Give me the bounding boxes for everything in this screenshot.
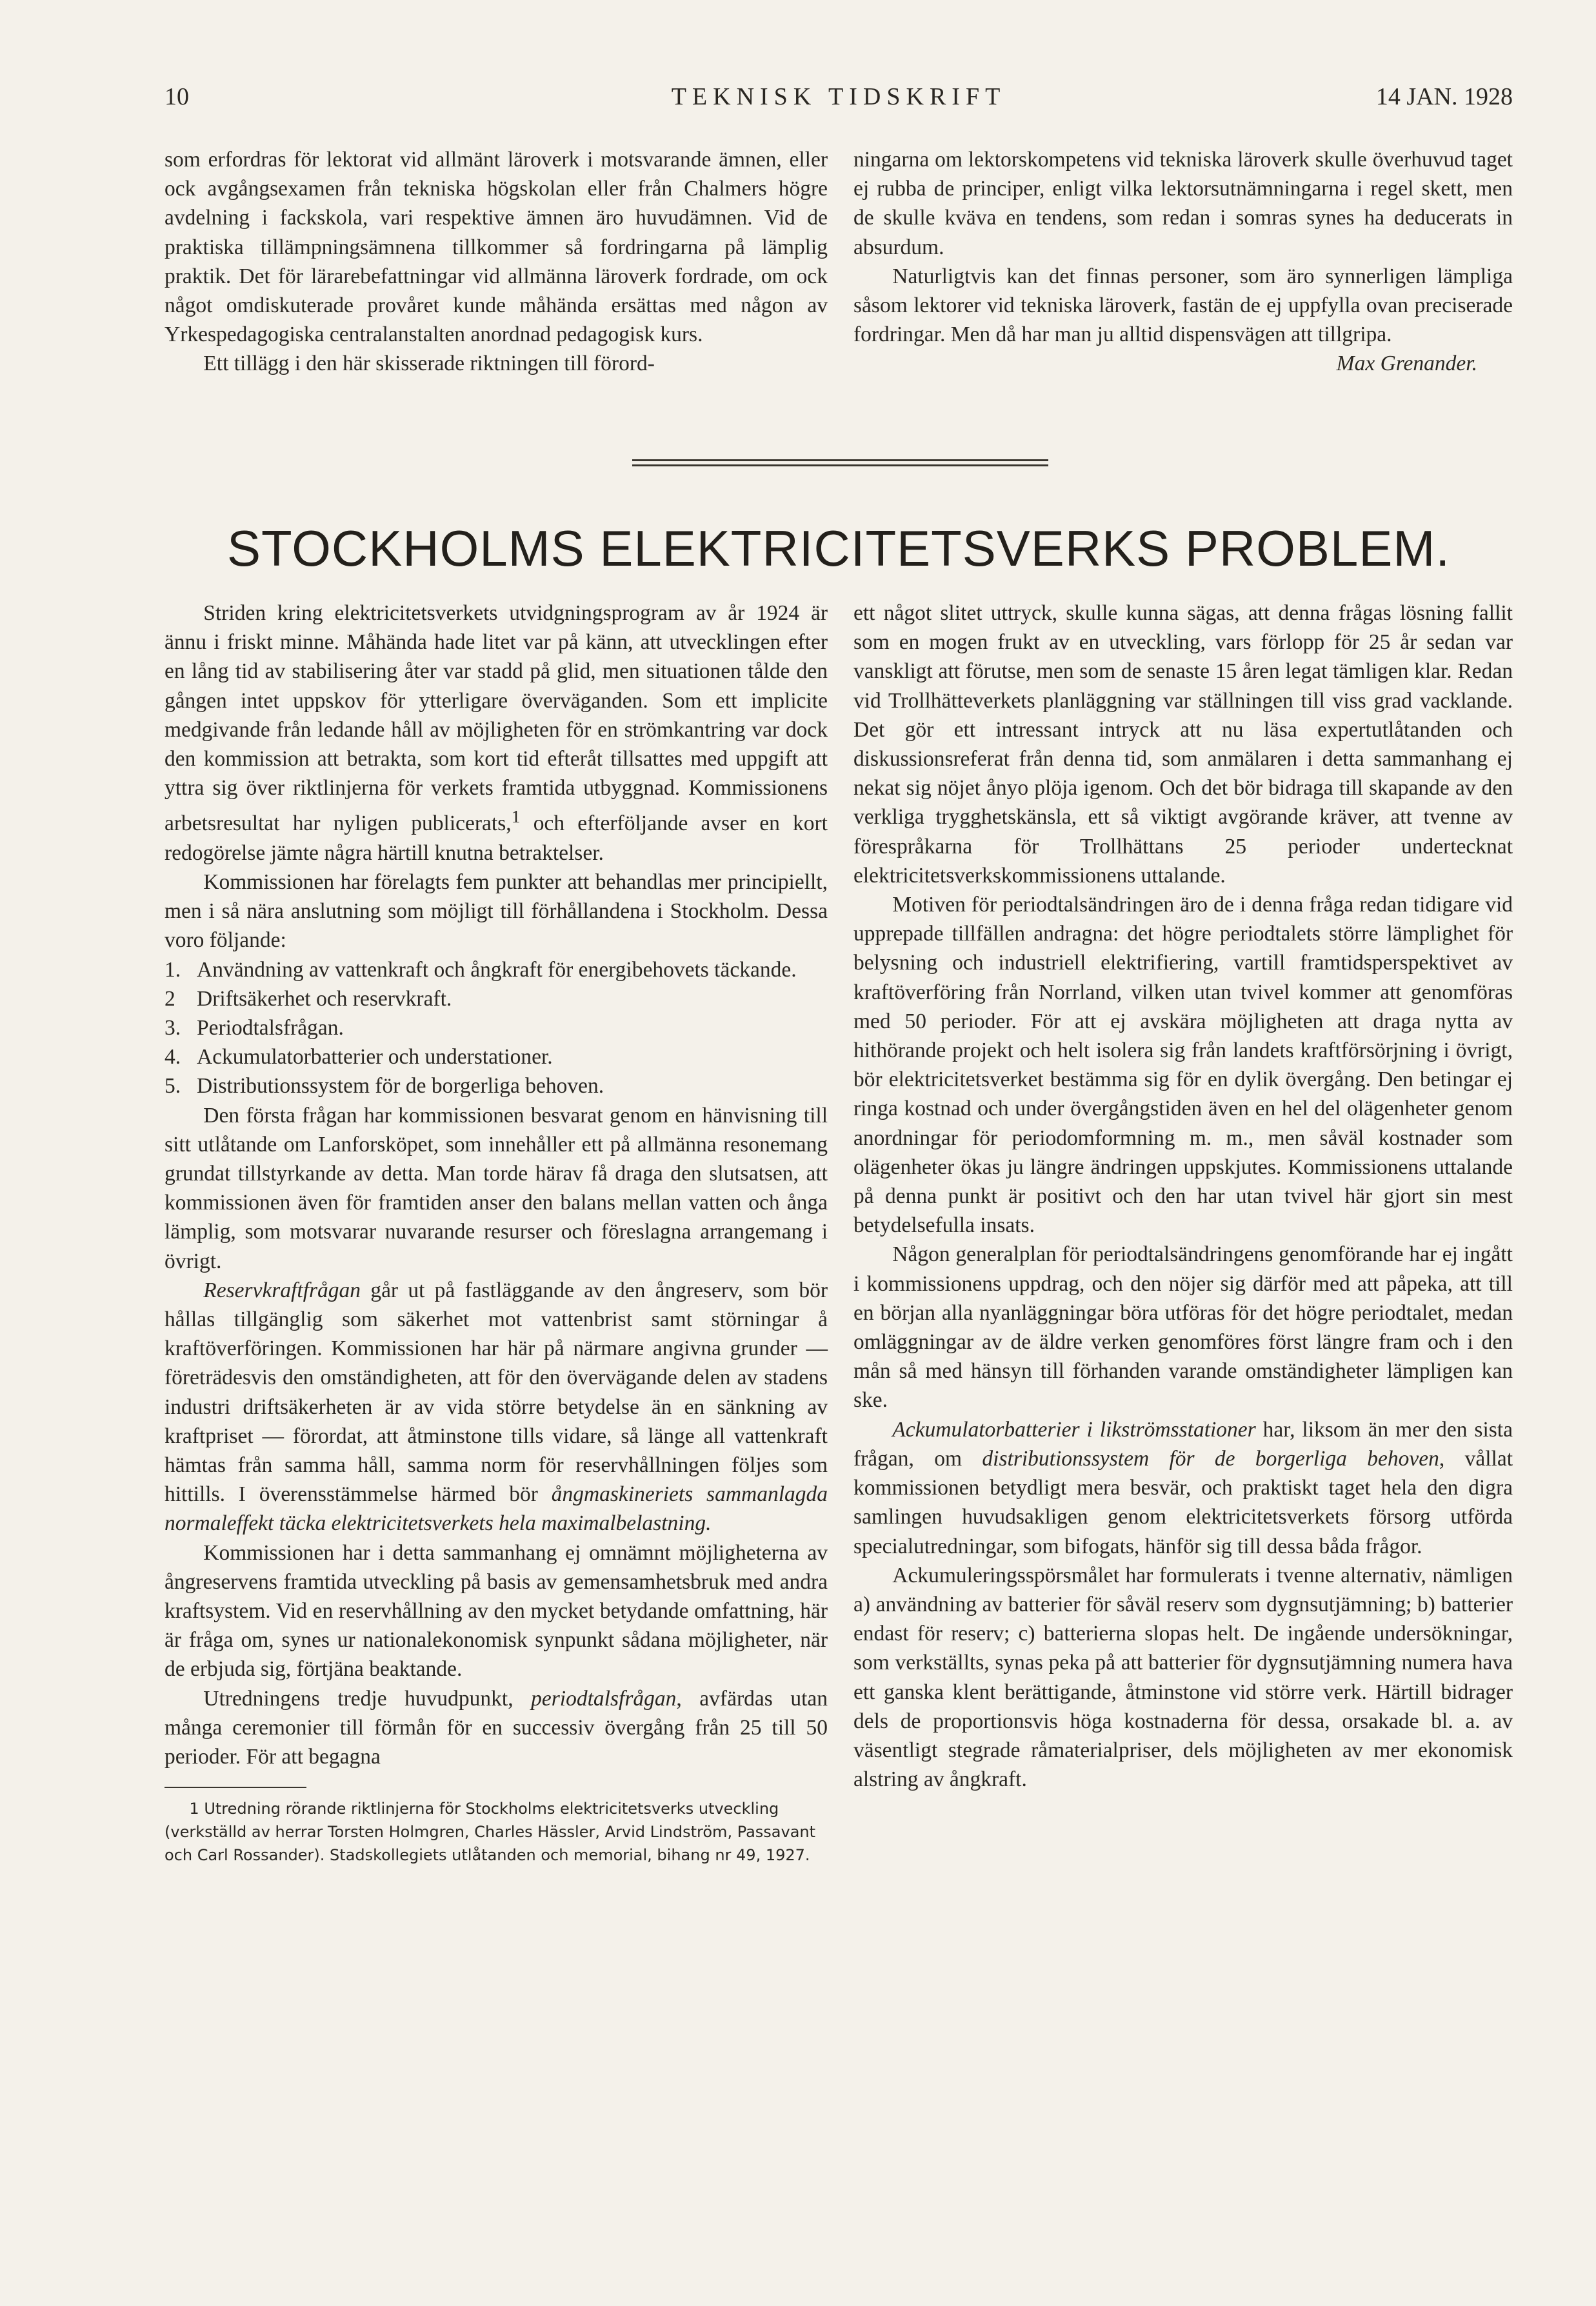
list-number: 5. (165, 1074, 181, 1098)
paragraph (853, 1415, 1513, 1561)
journal-title: TEKNISK TIDSKRIFT (671, 83, 1006, 110)
footnote-rule (165, 1787, 306, 1788)
list-number: 3. (165, 1016, 181, 1040)
page-number: 10 (165, 83, 189, 110)
paragraph: Någon generalplan för periodtalsändringens genomförande har ej ingått i kommissionens uppdrag, och den nöjer sig därför med att påpeka, att till en början alla nyanläggningar böra utföras för det högre periodtalet, medan omläggningar av de äldre verken genomföres först längre fram och i den mån så med hänsyn till förhanden varande omständigheter lämpligen kan ske. (853, 1242, 1513, 1413)
paragraph: Den första frågan har kommissionen besvarat genom en hänvisning till sitt utlåtande om Lanforsköpet, som innehåller ett på allmänna resonemang grundat tillstyrkande av detta. Man torde härav få draga den slutsatsen, att kommissionen även för framtiden anser den balans mellan vatten och ånga lämplig, som motsvarar nuvarande resurser och föreslagna arrangemang i övrigt. (165, 1103, 828, 1273)
list-text: Ackumulatorbatterier och understationer. (197, 1045, 553, 1069)
text: går ut på fastläggande av den ångreserv, som bör hållas tillgänglig som säkerhet mot vattenbrist samt störningar å kraftöverföringen. Kommissionen har här på närmare angivna grunder — företrädesvis den omständigheten, att för den övervägande delen av stadens industri driftsäkerheten är av vida större betydelse än en sänkning av kraftpriset — förordat, att åtminstone tills vidare, så länge all vattenkraft hämtas från samma håll, samma norm för reservhållningen följes som hittills. I överensstämmelse härmed bör (165, 1278, 828, 1507)
paragraph: Motiven för periodtalsändringen äro de i denna fråga redan tidigare vid upprepade tillfällen andragna: det högre periodtalets större lämplighet för belysning och industriell elektrifiering, vartill framtidsperspektivet av kraftöverföring från Norrland, vilken utan tvivel kommer att genomföras med 50 perioder. För att ej avskära möjligheten att draga nytta av hithörande projekt och helt isolera sig från landets kraftförsörjning i övrigt, bör elektricitetsverket bestämma sig för en dylik övergång. Den betingar ej ringa kostnad och under övergångstiden även en hel del olägenheter genom anordningar för periodomformning m. m., men såväl kostnader som olägenheter ökas ju längre ändringen uppskjutes. Kommissionens uttalande på denna punkt är positivt och den har utan tvivel här gjort sin mest betydelsefulla insats. (853, 893, 1513, 1238)
text: Striden kring elektricitetsverkets utvidgningsprogram av år 1924 är ännu i friskt minne. Måhända hade litet var på känn, att utvecklingen efter en lång tid av stabilisering åter var stadd på glid, men situationen tålde den gången intet uppskov för ytterligare överväganden. Som ett implicite medgivande från ledande håll av möjligheten för en strömkantring var dock den kommission att betrakta, som kort tid efteråt tillsattes med uppgift att yttra sig över riktlinjerna för verkets framtida utbyggnad. Kommissionens arbetsresultat har nyligen publicerats, (165, 601, 828, 836)
prev-article-col1 (165, 145, 828, 379)
issue-date: 14 JAN. 1928 (1375, 83, 1513, 110)
text: Utredningens tredje huvudpunkt, (203, 1686, 532, 1711)
list-number: 4. (165, 1045, 181, 1069)
italic-text: ångmaskineriets sammanlagda normaleffekt täcka elektricitetsverkets hela maximalbelastning. (165, 1482, 828, 1536)
paragraph (165, 1276, 828, 1538)
article-col1 (165, 599, 828, 1867)
paragraph: Kommissionen har i detta sammanhang ej omnämnt möjligheterna av ångreservens framtida utveckling på basis av gemensamhetsbruk med andra kraftsystem. Vid en reservhållning av den mycket betydande omfattning, här är fråga om, synes ur nationalekonomisk synpunkt sådana möjligheter, när de erbjuda sig, förtjäna beaktande. (165, 1540, 828, 1682)
list-number: 1. (165, 957, 181, 982)
list-item (165, 1013, 828, 1042)
paragraph: Ackumuleringsspörsmålet har formulerats i tvenne alternativ, nämligen a) användning av batterier för såväl reserv som dygnsutjämning; b) batterier endast för reserv; c) batterierna slopas helt. De ingående undersökningar, som verkställts, synas peka på att batterier för dygnsutjämning numera hava ett ganska klent berättigande, åtminstone vid större verk. Härtill bidrager dels de proportionsvis höga kostnaderna för dessa, orsakade bl. a. av väsentligt stegrade råmaterialpriser, dels möjligheten av mer ekonomisk alstring av ångkraft. (853, 1563, 1513, 1792)
list-item (165, 984, 828, 1013)
footnote-number: 1 (189, 1800, 199, 1818)
text: har, liksom än mer den sista frågan, om (853, 1417, 1513, 1471)
paragraph: som erfordras för lektorat vid allmänt läroverk i motsvarande ämnen, eller ock avgångsexamen från tekniska högskolan eller från Chalmers högre avdelning i fackskola, vari respektive ämnen äro huvudämnen. Vid de praktiska tillämpningsämnena tillkommer så fordringarna på lämplig praktik. Det för lärarebefattningar vid allmänna läroverk fordrade, om ock något omdiskuterade provåret kunde måhända ersättas med någon av Yrkespedagogiska centralanstalten anordnad pedagogisk kurs. (165, 148, 828, 347)
footnote-mark: 1 (511, 807, 521, 828)
list-item (165, 1071, 828, 1100)
paragraph: ett något slitet uttryck, skulle kunna sägas, att denna frågas lösning fallit som en mogen frukt av en utveckling, vars förlopp för 25 år sedan var vanskligt att förutse, men som de senaste 15 åren legat tämligen klar. Redan vid Trollhätteverkets planläggning var ställningen till viss grad vacklande. Det gör ett intressant intryck att nu läsa expertutlåtanden och diskussionsreferat från denna tid, som anmälaren i detta sammanhang ej nekat sig nöjet ånyo plöja igenom. Och det bör bidraga till skapande av den verkliga trygghetskänsla, ett så viktigt avgörande kräver, att tvenne av förespråkarna för Trollhättans 25 perioder undertecknat elektricitetsverkskommissionens uttalande. (853, 601, 1513, 888)
footnote (165, 1797, 828, 1867)
list-text: Användning av vattenkraft och ångkraft för energibehovets täckande. (197, 957, 797, 982)
list-item (165, 955, 828, 984)
list-text: Periodtalsfrågan. (197, 1016, 344, 1040)
paragraph (165, 599, 828, 868)
italic-term: distributionssystem för de borgerliga behoven (982, 1446, 1439, 1471)
paragraph: ningarna om lektorskompetens vid tekniska läroverk skulle överhuvud taget ej rubba de principer, enligt vilka lektorsutnämningarna i regel skett, men de skulle kväva en tendens, som redan i somras synes ha deducerats in absurdum. (853, 148, 1513, 259)
italic-term: Reservkraftfrågan (203, 1278, 361, 1302)
prev-article-col2 (853, 145, 1513, 379)
author-signature: Max Grenander. (1336, 352, 1477, 376)
text: , avfärdas utan många ceremonier till förmån för en successiv övergång från 25 till 50 perioder. För att begagna (165, 1686, 828, 1769)
divider-rule (632, 459, 1048, 461)
text: och efterföljande avser en kort redogörelse jämte några härtill knutna betraktelser. (165, 811, 828, 865)
footnote-text: Utredning rörande riktlinjerna för Stockholms elektricitetsverks utveckling (verkställd av herrar Torsten Holmgren, Charles Hässler, Arvid Lindström, Passavant och Carl Rossander). Stadskollegiets utlåtanden och memorial, bihang nr 49, 1927. (165, 1800, 816, 1865)
list-text: Distributionssystem för de borgerliga behoven. (197, 1074, 604, 1098)
list-text: Driftsäkerhet och reservkraft. (197, 986, 452, 1011)
divider-rule (632, 464, 1048, 466)
numbered-list (165, 955, 828, 1101)
italic-term: periodtalsfrågan (531, 1686, 677, 1711)
article-title: STOCKHOLMS ELEKTRICITETSVERKS PROBLEM. (227, 520, 1450, 577)
paragraph (165, 1684, 828, 1772)
italic-term: Ackumulatorbatterier i likströmsstationer (892, 1417, 1256, 1442)
list-number: 2 (165, 986, 175, 1011)
text: , vållat kommissionen betydligt mera besvär, och praktiskt taget hela den digra samlingen huvudsakligen genom elektricitetsverkets försorg utförda specialutredningar, som bifogats, hänför sig till dessa båda frågor. (853, 1446, 1513, 1558)
paragraph: Ett tillägg i den här skisserade riktningen till förord- (203, 352, 655, 376)
paragraph: Naturligtvis kan det finnas personer, som äro synnerligen lämpliga såsom lektorer vid tekniska läroverk, fastän de ej uppfylla ovan preciserade fordringar. Men då har man ju alltid dispensvägen att tillgripa. (853, 264, 1513, 347)
paragraph: Kommissionen har förelagts fem punkter att behandlas mer principiellt, men i så nära anslutning som möjligt till förhållandena i Stockholm. Dessa voro följande: (165, 870, 828, 953)
list-item (165, 1042, 828, 1071)
article-col2 (853, 599, 1513, 1794)
running-header (165, 83, 1513, 121)
